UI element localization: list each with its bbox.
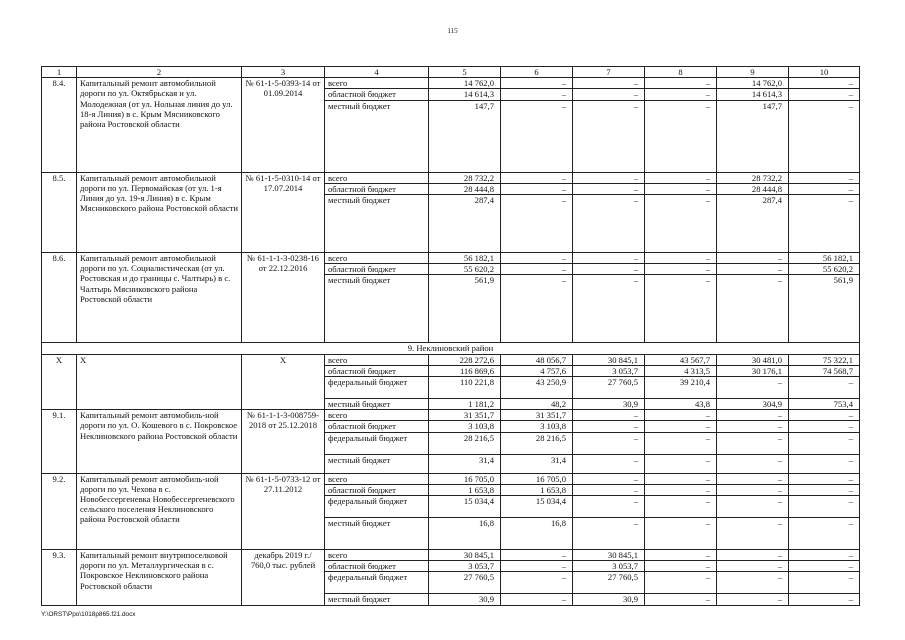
object-number: 9.2. — [42, 473, 77, 549]
amount-cell: – — [645, 484, 717, 495]
amount-cell: 15 034,4 — [429, 496, 501, 518]
amount-cell: 28 444,8 — [717, 183, 789, 194]
amount-cell: 1 653,8 — [501, 484, 573, 495]
amount-cell: – — [645, 550, 717, 561]
amount-cell: 55 620,2 — [789, 264, 860, 275]
amount-cell: – — [573, 78, 645, 89]
amount-cell: – — [645, 561, 717, 572]
amount-cell: 56 182,1 — [789, 253, 860, 264]
amount-cell: – — [789, 377, 860, 399]
amount-cell: – — [717, 518, 789, 550]
amount-cell: 15 034,4 — [501, 496, 573, 518]
object-name: Капитальный ремонт автомобильной дороги по ул. Первомайская (от ул. 1-я Линия до ул. 19-я Линия) в с. Крым Мясниковского района Ростовской области — [77, 172, 242, 252]
project-document: декабрь 2019 г./ 760,0 тыс. рублей — [242, 550, 325, 606]
amount-cell: – — [789, 89, 860, 100]
funding-source: местный бюджет — [325, 195, 429, 253]
amount-cell: – — [501, 264, 573, 275]
amount-cell: 48,2 — [501, 399, 573, 410]
column-number: 3 — [242, 67, 325, 78]
column-number: 10 — [789, 67, 860, 78]
amount-cell: – — [645, 100, 717, 172]
object-number: 8.5. — [42, 172, 77, 252]
amount-cell: 30 481,0 — [717, 354, 789, 365]
amount-cell: 14 762,0 — [717, 78, 789, 89]
amount-cell: 3 053,7 — [573, 365, 645, 376]
amount-cell: 16,8 — [501, 518, 573, 550]
amount-cell: – — [573, 473, 645, 484]
funding-source: всего — [325, 410, 429, 421]
amount-cell: – — [501, 275, 573, 343]
amount-cell: – — [573, 496, 645, 518]
funding-source: местный бюджет — [325, 100, 429, 172]
section-title: 9. Неклиновский район — [42, 343, 860, 354]
amount-cell: 30,9 — [573, 594, 645, 605]
amount-cell: – — [645, 183, 717, 194]
amount-cell: 28 216,5 — [429, 432, 501, 454]
file-path-footer: Y:\ORST\Ppo\1018p865.f21.docx — [41, 611, 136, 618]
amount-cell: – — [645, 264, 717, 275]
amount-cell: – — [573, 253, 645, 264]
funding-source: областной бюджет — [325, 183, 429, 194]
amount-cell: 27 760,5 — [573, 572, 645, 594]
amount-cell: 31 351,7 — [501, 410, 573, 421]
project-document: X — [242, 354, 325, 410]
project-document: № 61-1-1-3-0238-16 от 22.12.2016 — [242, 253, 325, 343]
amount-cell: 228 272,6 — [429, 354, 501, 365]
amount-cell: 14 614,3 — [717, 89, 789, 100]
amount-cell: – — [789, 473, 860, 484]
table-row — [42, 253, 860, 264]
amount-cell: 28 732,2 — [429, 172, 501, 183]
table-row — [42, 78, 860, 89]
program-table — [41, 66, 860, 606]
amount-cell: 55 620,2 — [429, 264, 501, 275]
column-number: 7 — [573, 67, 645, 78]
amount-cell: – — [645, 275, 717, 343]
column-number: 8 — [645, 67, 717, 78]
amount-cell: – — [501, 195, 573, 253]
funding-source: областной бюджет — [325, 484, 429, 495]
amount-cell: 147,7 — [717, 100, 789, 172]
funding-source: местный бюджет — [325, 275, 429, 343]
column-number: 4 — [325, 67, 429, 78]
funding-source: всего — [325, 253, 429, 264]
amount-cell: – — [501, 253, 573, 264]
amount-cell: 14 762,0 — [429, 78, 501, 89]
funding-source: местный бюджет — [325, 518, 429, 550]
amount-cell: – — [645, 172, 717, 183]
amount-cell: 30 845,1 — [429, 550, 501, 561]
amount-cell: 31,4 — [501, 454, 573, 473]
amount-cell: – — [789, 454, 860, 473]
object-name: Капитальный ремонт автомобильной дороги по ул. Социалистическая (от ул. Ростовская и до границы с. Чалтырь) в с. Чалтырь Мясниковского района Ростовской области — [77, 253, 242, 343]
amount-cell: – — [717, 432, 789, 454]
funding-source: всего — [325, 172, 429, 183]
amount-cell: – — [717, 572, 789, 594]
amount-cell: – — [789, 172, 860, 183]
funding-source: всего — [325, 550, 429, 561]
amount-cell: 110 221,8 — [429, 377, 501, 399]
amount-cell: – — [573, 172, 645, 183]
table-row — [42, 172, 860, 183]
amount-cell: – — [789, 100, 860, 172]
project-document: № 61-1-5-0393-14 от 01.09.2014 — [242, 78, 325, 172]
object-name: Капитальный ремонт автомобиль-ной дороги по ул. О. Кошевого в с. Покровское Неклиновского района Ростовской области — [77, 410, 242, 473]
object-name: X — [77, 354, 242, 410]
amount-cell: – — [573, 195, 645, 253]
amount-cell: 16 705,0 — [501, 473, 573, 484]
object-name: Капитальный ремонт внутрипоселковой дороги по ул. Металлургическая в с. Покровское Неклиновского района Ростовской области — [77, 550, 242, 606]
column-number: 1 — [42, 67, 77, 78]
funding-source: всего — [325, 78, 429, 89]
funding-source: федеральный бюджет — [325, 496, 429, 518]
amount-cell: 39 210,4 — [645, 377, 717, 399]
table-row — [42, 354, 860, 365]
column-number: 6 — [501, 67, 573, 78]
amount-cell: 116 869,6 — [429, 365, 501, 376]
amount-cell: 43 250,9 — [501, 377, 573, 399]
amount-cell: 43,8 — [645, 399, 717, 410]
amount-cell: 3 053,7 — [429, 561, 501, 572]
amount-cell: – — [717, 561, 789, 572]
amount-cell: – — [645, 421, 717, 432]
amount-cell: 287,4 — [717, 195, 789, 253]
table-row — [42, 550, 860, 561]
object-number: 8.6. — [42, 253, 77, 343]
table-body — [42, 67, 860, 606]
amount-cell: – — [717, 496, 789, 518]
object-name: Капитальный ремонт автомобильной дороги по ул. Октябрьская и ул. Молодежная (от ул. Нольная линия до ул. 18-я Линия) в с. Крым Мясниковского района Ростовской области — [77, 78, 242, 172]
amount-cell: – — [789, 183, 860, 194]
amount-cell: – — [501, 572, 573, 594]
amount-cell: 16 705,0 — [429, 473, 501, 484]
amount-cell: – — [645, 89, 717, 100]
amount-cell: – — [645, 253, 717, 264]
object-number: 9.3. — [42, 550, 77, 606]
amount-cell: 3 103,8 — [429, 421, 501, 432]
amount-cell: 30 845,1 — [573, 550, 645, 561]
funding-source: областной бюджет — [325, 421, 429, 432]
table-row — [42, 410, 860, 421]
amount-cell: – — [717, 410, 789, 421]
amount-cell: – — [789, 78, 860, 89]
amount-cell: – — [789, 410, 860, 421]
column-number: 9 — [717, 67, 789, 78]
amount-cell: 1 181,2 — [429, 399, 501, 410]
amount-cell: – — [645, 195, 717, 253]
table-row — [42, 473, 860, 484]
column-number: 5 — [429, 67, 501, 78]
amount-cell: – — [717, 473, 789, 484]
amount-cell: 287,4 — [429, 195, 501, 253]
amount-cell: – — [501, 561, 573, 572]
amount-cell: 14 614,3 — [429, 89, 501, 100]
funding-source: областной бюджет — [325, 264, 429, 275]
amount-cell: 28 732,2 — [717, 172, 789, 183]
amount-cell: 31,4 — [429, 454, 501, 473]
amount-cell: – — [645, 572, 717, 594]
amount-cell: – — [501, 594, 573, 605]
amount-cell: 31 351,7 — [429, 410, 501, 421]
amount-cell: 30 845,1 — [573, 354, 645, 365]
amount-cell: 304,9 — [717, 399, 789, 410]
amount-cell: – — [573, 518, 645, 550]
amount-cell: 28 444,8 — [429, 183, 501, 194]
amount-cell: – — [573, 264, 645, 275]
column-number: 2 — [77, 67, 242, 78]
funding-source: всего — [325, 473, 429, 484]
amount-cell: 561,9 — [789, 275, 860, 343]
amount-cell: – — [573, 421, 645, 432]
amount-cell: – — [789, 421, 860, 432]
object-number: 8.4. — [42, 78, 77, 172]
amount-cell: 30 176,1 — [717, 365, 789, 376]
amount-cell: 561,9 — [429, 275, 501, 343]
amount-cell: – — [717, 253, 789, 264]
amount-cell: 4 757,6 — [501, 365, 573, 376]
amount-cell: – — [501, 78, 573, 89]
amount-cell: – — [717, 421, 789, 432]
amount-cell: 147,7 — [429, 100, 501, 172]
amount-cell: – — [573, 89, 645, 100]
amount-cell: – — [645, 432, 717, 454]
amount-cell: – — [573, 484, 645, 495]
amount-cell: – — [717, 454, 789, 473]
funding-source: всего — [325, 354, 429, 365]
amount-cell: – — [717, 484, 789, 495]
funding-source: местный бюджет — [325, 399, 429, 410]
amount-cell: – — [573, 454, 645, 473]
amount-cell: 16,8 — [429, 518, 501, 550]
amount-cell: – — [717, 377, 789, 399]
project-document: № 61-1-5-0310-14 от 17.07.2014 — [242, 172, 325, 252]
amount-cell: 43 567,7 — [645, 354, 717, 365]
project-document: № 61-1-5-0733-12 от 27.11.2012 — [242, 473, 325, 549]
amount-cell: 30,9 — [573, 399, 645, 410]
column-number-row — [42, 67, 860, 78]
amount-cell: – — [501, 172, 573, 183]
funding-source: федеральный бюджет — [325, 432, 429, 454]
page-number: 115 — [447, 27, 458, 35]
amount-cell: – — [717, 594, 789, 605]
amount-cell: – — [789, 572, 860, 594]
amount-cell: – — [789, 484, 860, 495]
amount-cell: 75 322,1 — [789, 354, 860, 365]
amount-cell: – — [573, 432, 645, 454]
amount-cell: – — [573, 275, 645, 343]
amount-cell: – — [573, 100, 645, 172]
amount-cell: 1 653,8 — [429, 484, 501, 495]
amount-cell: 27 760,5 — [573, 377, 645, 399]
amount-cell: – — [645, 454, 717, 473]
amount-cell: – — [789, 496, 860, 518]
amount-cell: – — [717, 275, 789, 343]
amount-cell: – — [789, 432, 860, 454]
amount-cell: – — [645, 496, 717, 518]
amount-cell: – — [573, 410, 645, 421]
amount-cell: 48 056,7 — [501, 354, 573, 365]
amount-cell: 28 216,5 — [501, 432, 573, 454]
amount-cell: – — [645, 518, 717, 550]
amount-cell: 4 313,5 — [645, 365, 717, 376]
amount-cell: – — [573, 183, 645, 194]
amount-cell: 74 568,7 — [789, 365, 860, 376]
object-number: 9.1. — [42, 410, 77, 473]
amount-cell: 753,4 — [789, 399, 860, 410]
funding-source: федеральный бюджет — [325, 572, 429, 594]
amount-cell: – — [501, 183, 573, 194]
amount-cell: – — [645, 594, 717, 605]
amount-cell: – — [789, 561, 860, 572]
amount-cell: – — [645, 473, 717, 484]
funding-source: местный бюджет — [325, 454, 429, 473]
amount-cell: 3 053,7 — [573, 561, 645, 572]
amount-cell: 3 103,8 — [501, 421, 573, 432]
amount-cell: – — [645, 78, 717, 89]
amount-cell: – — [501, 89, 573, 100]
amount-cell: 56 182,1 — [429, 253, 501, 264]
amount-cell: – — [789, 518, 860, 550]
amount-cell: 30,9 — [429, 594, 501, 605]
funding-source: федеральный бюджет — [325, 377, 429, 399]
amount-cell: – — [501, 550, 573, 561]
amount-cell: – — [717, 264, 789, 275]
funding-source: областной бюджет — [325, 561, 429, 572]
funding-source: местный бюджет — [325, 594, 429, 605]
object-number: X — [42, 354, 77, 410]
section-row — [42, 343, 860, 354]
amount-cell: – — [789, 594, 860, 605]
amount-cell: – — [789, 550, 860, 561]
amount-cell: – — [789, 195, 860, 253]
amount-cell: – — [645, 410, 717, 421]
amount-cell: – — [501, 100, 573, 172]
amount-cell: – — [717, 550, 789, 561]
funding-source: областной бюджет — [325, 365, 429, 376]
project-document: № 61-1-1-3-008759-2018 от 25.12.2018 — [242, 410, 325, 473]
funding-source: областной бюджет — [325, 89, 429, 100]
amount-cell: 27 760,5 — [429, 572, 501, 594]
object-name: Капитальный ремонт автомобиль-ной дороги по ул. Чехова в с. Новобессергеневка Новобессергеневского сельского поселения Неклиновского района Ростовской области — [77, 473, 242, 549]
